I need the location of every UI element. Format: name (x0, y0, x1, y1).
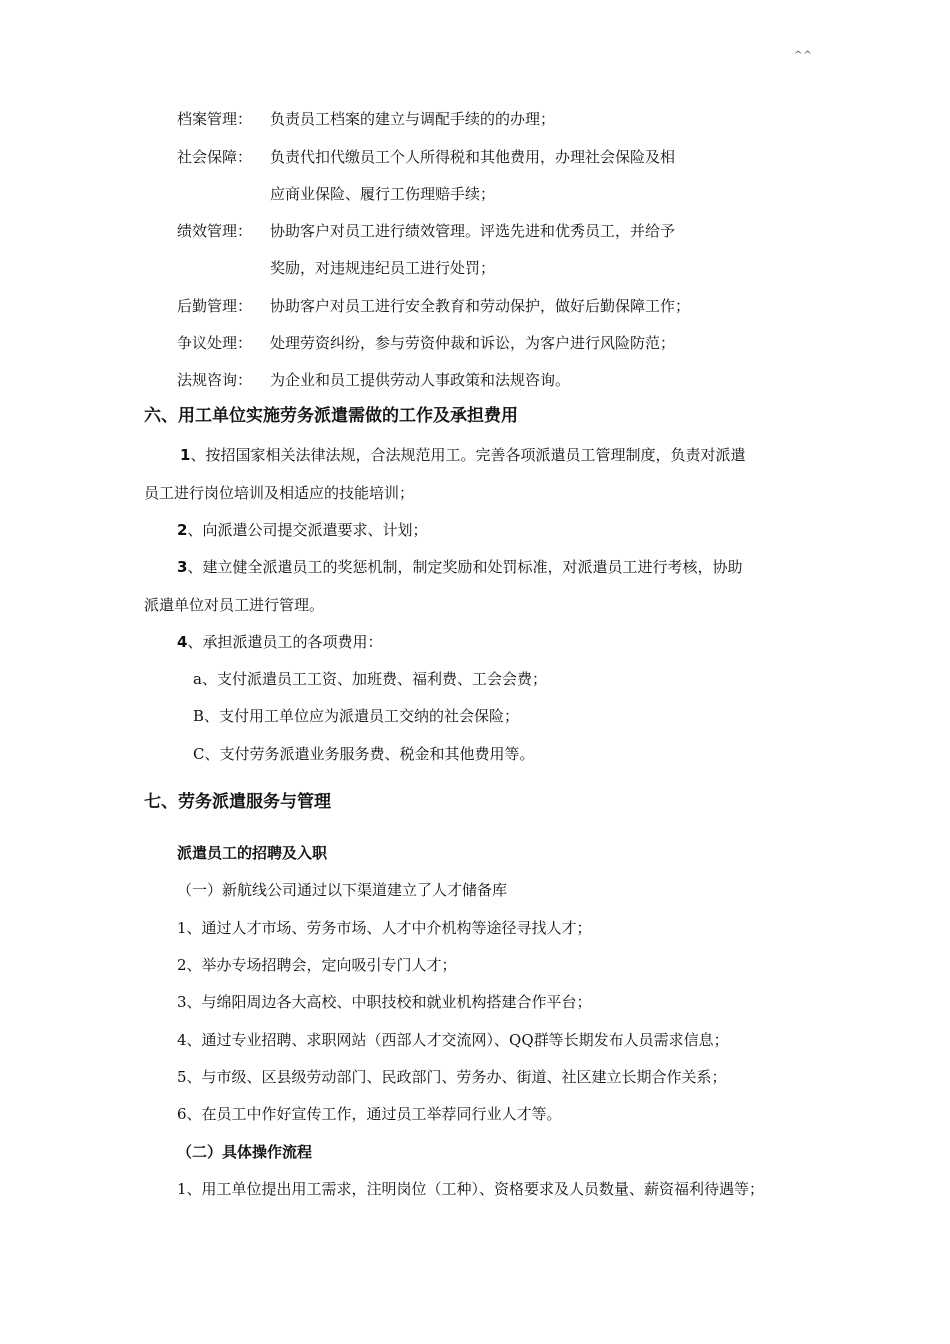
section-6-sub-item-b: B、支付用工单位应为派遣员工交纳的社会保险； (193, 707, 520, 725)
definition-text: 负责员工档案的建立与调配手续的的办理； (270, 110, 556, 128)
definition-term: 争议处理： (177, 334, 253, 352)
definition-text: 应商业保险、履行工伤理赔手续； (270, 185, 496, 203)
item-number: 1 (180, 446, 191, 464)
section-7-subtitle: 派遣员工的招聘及入职 (177, 844, 328, 862)
list-item: 1、通过人才市场、劳务市场、人才中介机构等途径寻找人才； (177, 919, 592, 937)
group-1-title: （一）新航线公司通过以下渠道建立了人才储备库 (177, 881, 508, 899)
definition-term: 档案管理： (177, 110, 253, 128)
section-6-heading: 六、用工单位实施劳务派遣需做的工作及承担费用 (144, 406, 518, 426)
definition-term: 社会保障： (177, 148, 253, 166)
definition-text: 协助客户对员工进行安全教育和劳动保护，做好后勤保障工作； (270, 297, 691, 315)
item-text: 、向派遣公司提交派遣要求、计划； (187, 521, 428, 539)
definition-term: 绩效管理： (177, 222, 253, 240)
section-7-heading: 七、劳务派遣服务与管理 (144, 792, 331, 812)
list-item: 6、在员工中作好宣传工作，通过员工举荐同行业人才等。 (177, 1105, 562, 1123)
list-item: 5、与市级、区县级劳动部门、民政部门、劳务办、街道、社区建立长期合作关系； (177, 1068, 727, 1086)
section-6-item-1-cont: 员工进行岗位培训及相适应的技能培训； (144, 484, 415, 502)
section-6-item-2 (177, 520, 427, 540)
list-item: 4、通过专业招聘、求职网站（西部人才交流网）、QQ群等长期发布人员需求信息； (177, 1031, 729, 1049)
item-number: 2 (177, 521, 188, 539)
page-corner-mark: ^^ (794, 50, 813, 61)
section-6-sub-item-c: C、支付劳务派遣业务服务费、税金和其他费用等。 (193, 745, 535, 763)
list-item: 3、与绵阳周边各大高校、中职技校和就业机构搭建合作平台； (177, 993, 592, 1011)
section-6-item-4 (177, 632, 382, 652)
list-item: 2、举办专场招聘会，定向吸引专门人才； (177, 956, 457, 974)
definition-text: 为企业和员工提供劳动人事政策和法规咨询。 (270, 371, 571, 389)
list-item: 1、用工单位提出用工需求，注明岗位（工种）、资格要求及人员数量、薪资福利待遇等； (177, 1180, 765, 1198)
group-2-title: （二）具体操作流程 (177, 1143, 313, 1161)
item-number: 4 (177, 633, 188, 651)
item-text: 、按招国家相关法律法规，合法规范用工。完善各项派遣员工管理制度，负责对派遣 (190, 446, 746, 464)
section-6-item-3 (177, 557, 742, 577)
definition-text: 处理劳资纠纷，参与劳资仲裁和诉讼，为客户进行风险防范； (270, 334, 676, 352)
definition-term: 法规咨询： (177, 371, 253, 389)
section-6-item-1 (180, 445, 745, 465)
definition-term: 后勤管理： (177, 297, 253, 315)
section-6-item-3-cont: 派遣单位对员工进行管理。 (144, 596, 325, 614)
definition-text: 负责代扣代缴员工个人所得税和其他费用，办理社会保险及相 (270, 148, 676, 166)
definition-text: 奖励，对违规违纪员工进行处罚； (270, 259, 496, 277)
item-text: 、承担派遣员工的各项费用： (187, 633, 383, 651)
item-number: 3 (177, 558, 188, 576)
item-text: 、建立健全派遣员工的奖惩机制，制定奖励和处罚标准，对派遣员工进行考核，协助 (187, 558, 743, 576)
definition-text: 协助客户对员工进行绩效管理。评选先进和优秀员工，并给予 (270, 222, 676, 240)
section-6-sub-item-a: a、支付派遣员工工资、加班费、福利费、工会会费； (193, 670, 547, 688)
